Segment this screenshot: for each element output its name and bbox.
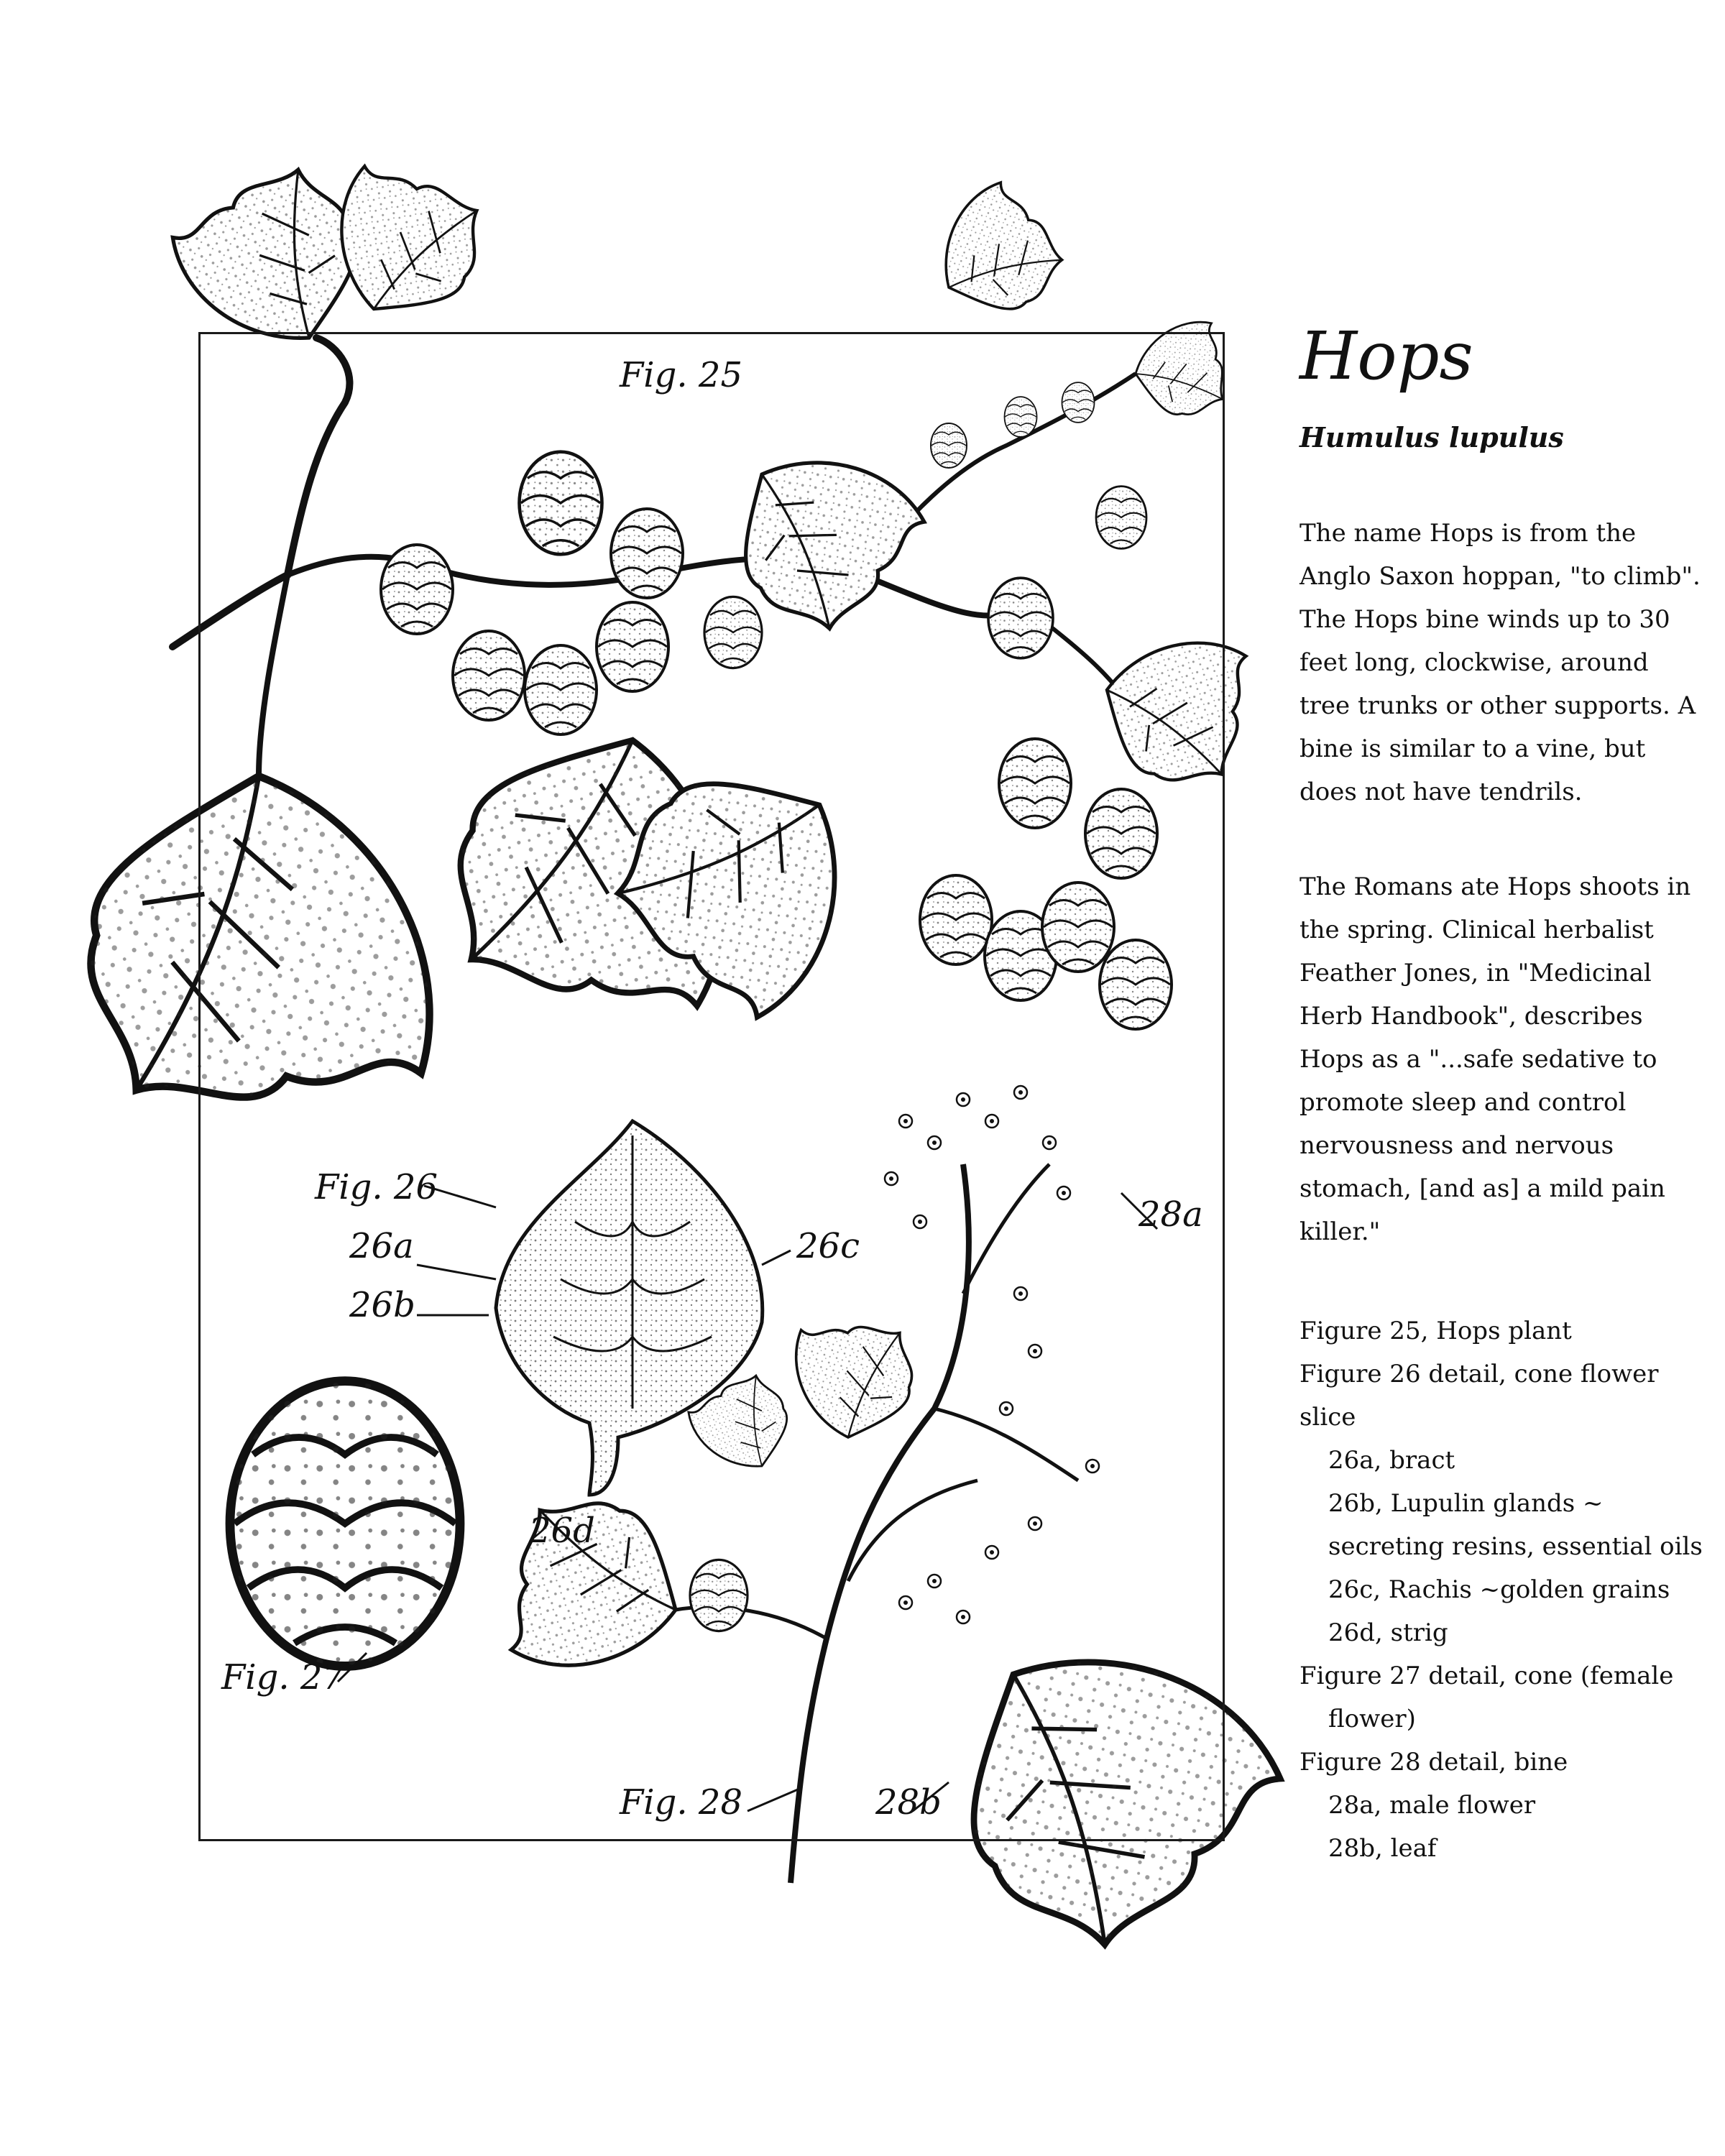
label-26b: 26b (349, 1285, 415, 1325)
legend-line: slice (1300, 1403, 1356, 1432)
legend-line: 26b, Lupulin glands ~ (1328, 1489, 1604, 1518)
legend-line: 28a, male flower (1328, 1791, 1536, 1820)
legend-line: Figure 26 detail, cone flower (1300, 1360, 1659, 1388)
legend-line: Figure 27 detail, cone (female (1300, 1662, 1674, 1690)
label-28a: 28a (1138, 1194, 1203, 1235)
legend-line: 26c, Rachis ~golden grains (1328, 1575, 1670, 1604)
description-paragraph-2: The Romans ate Hops shoots in the spring. Clinical herbalist Feather Jones, in "Medicinal Herb Handbook", describes Hops as a "...safe sedative to promote sleep and control nervousness and nervous stomach, [and as] a mild pain killer." (1300, 872, 1691, 1246)
fig28-label: Fig. 28 (620, 1782, 742, 1823)
label-26c: 26c (796, 1226, 860, 1266)
legend-line: flower) (1328, 1705, 1416, 1733)
legend-line: 28b, leaf (1328, 1834, 1437, 1863)
legend-line: Figure 28 detail, bine (1300, 1748, 1568, 1777)
page-title: Hops (1300, 318, 1473, 395)
label-28b: 28b (875, 1782, 942, 1823)
illustration-frame (198, 332, 1225, 1841)
scientific-name: Humulus lupulus (1300, 421, 1564, 453)
label-26d: 26d (529, 1511, 595, 1551)
description-paragraph-1: The name Hops is from the Anglo Saxon hoppan, "to climb". The Hops bine winds up to 30 feet long, clockwise, around tree trunks or other supports. A bine is similar to a vine, but does not have tendrils. (1300, 519, 1701, 806)
legend-line: 26a, bract (1328, 1446, 1455, 1475)
label-26a: 26a (349, 1226, 414, 1266)
legend-line: Figure 25, Hops plant (1300, 1317, 1572, 1345)
legend-line: 26d, strig (1328, 1618, 1448, 1647)
fig25-label: Fig. 25 (620, 355, 742, 395)
figure-legend (1300, 1309, 1702, 1870)
legend-line: secreting resins, essential oils (1328, 1532, 1703, 1561)
fig26-label: Fig. 26 (315, 1167, 438, 1207)
fig27-label: Fig. 27 (221, 1657, 344, 1697)
